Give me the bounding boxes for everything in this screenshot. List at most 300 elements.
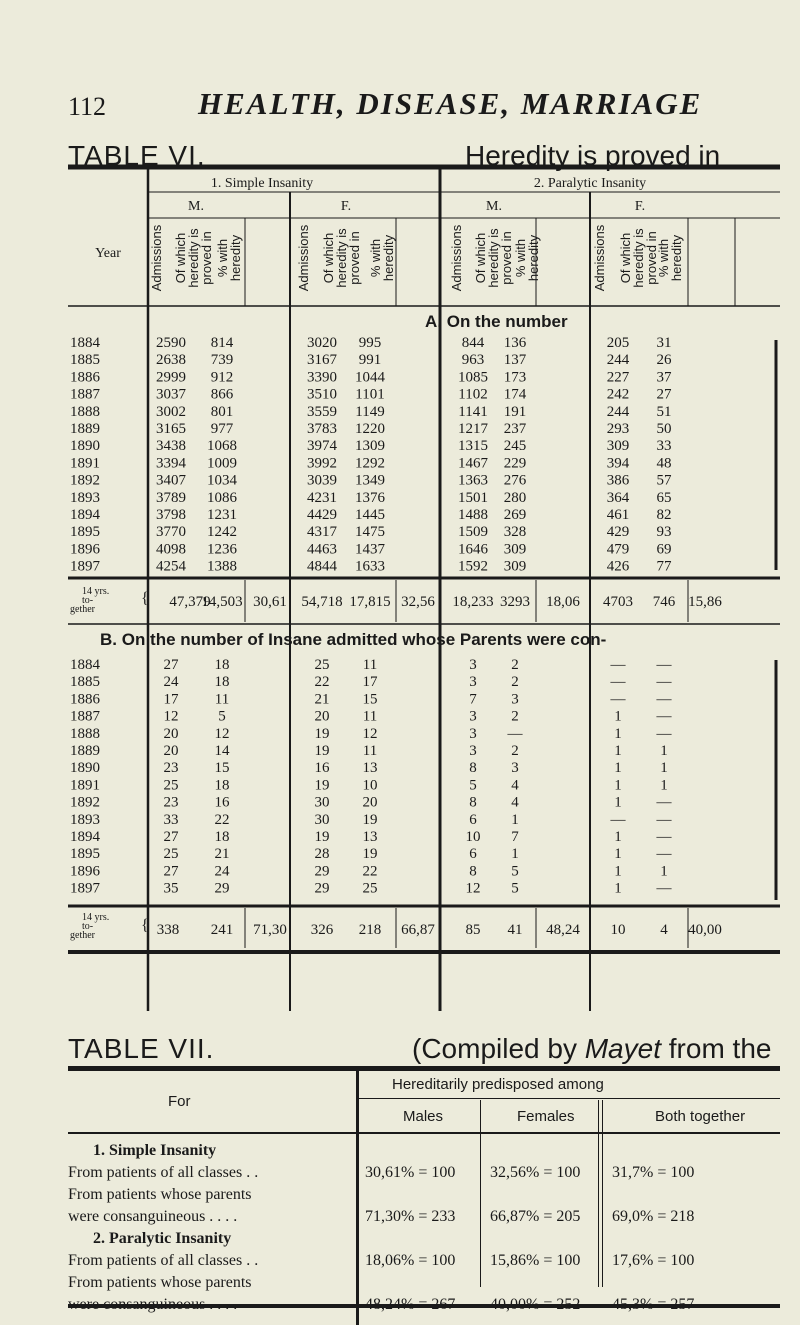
data-cell: — (656, 725, 672, 742)
data-cell: 1501 (458, 489, 488, 506)
group-header-simple: 1. Simple Insanity (210, 176, 314, 191)
data-cell: 1217 (458, 421, 488, 437)
data-cell: 22 (362, 863, 378, 880)
data-cell: — (656, 829, 672, 845)
data-cell: 173 (503, 369, 527, 386)
data-cell: 3407 (156, 472, 186, 489)
males-value: 71,30% = 233 (365, 1208, 456, 1225)
year-header: Year (95, 246, 121, 261)
data-cell: 1 (660, 743, 668, 759)
data-cell: 27 (163, 657, 179, 673)
caption-author: Mayet (584, 1033, 661, 1064)
data-cell: 27 (163, 863, 179, 880)
data-cell: 1 (614, 846, 622, 863)
data-cell: 11 (362, 708, 378, 725)
data-cell: 1349 (355, 472, 385, 489)
data-cell: 3390 (307, 369, 337, 386)
data-cell: 136 (503, 335, 527, 351)
data-cell: 912 (210, 369, 234, 386)
data-cell: 10 (362, 777, 378, 794)
data-cell: 963 (461, 352, 485, 369)
data-cell: 30 (314, 811, 330, 828)
data-cell: 11 (214, 691, 230, 708)
data-cell: 17 (362, 674, 378, 691)
data-cell: 739 (210, 352, 234, 369)
data-cell: — (656, 880, 672, 897)
percent-header: % with (368, 238, 383, 278)
row-label: From patients whose parents (68, 1186, 252, 1203)
data-cell: 20 (362, 794, 378, 811)
data-cell: 65 (656, 489, 672, 506)
total-cell: 47,379 (169, 594, 211, 610)
data-cell: 20 (314, 708, 330, 725)
total-cell: 241 (210, 922, 234, 938)
section-a-title: A. On the number (425, 312, 568, 331)
data-cell: 3002 (156, 403, 186, 420)
bottom-rule (68, 1304, 780, 1308)
table6-caption: Heredity is proved in (465, 140, 721, 171)
data-cell: 309 (503, 558, 527, 575)
data-cell: 12 (163, 708, 179, 725)
data-cell: — (656, 708, 672, 725)
data-cell: 245 (503, 438, 527, 455)
data-cell: 2590 (156, 335, 186, 351)
females-value: 66,87% = 205 (490, 1208, 581, 1225)
total-cell: 338 (156, 922, 180, 938)
data-cell: 1236 (207, 541, 237, 558)
data-cell: — (656, 846, 672, 863)
heredity-header: Of which (173, 232, 188, 284)
data-cell: — (610, 691, 626, 708)
data-cell: 25 (163, 846, 179, 863)
data-cell: 429 (606, 524, 630, 541)
year-cell: 1896 (70, 863, 100, 880)
data-cell: 1592 (458, 558, 488, 575)
caption-prefix: (Compiled by (412, 1033, 585, 1064)
data-cell: 25 (314, 657, 330, 673)
data-cell: 229 (503, 455, 527, 472)
year-cell: 1893 (70, 811, 100, 828)
total-cell: 4703 (603, 594, 633, 610)
data-cell: 237 (503, 421, 527, 437)
data-cell: 20 (163, 743, 179, 759)
data-cell: 1488 (458, 507, 488, 523)
year-cell: 1892 (70, 472, 100, 489)
data-cell: 1475 (355, 524, 385, 541)
data-cell: 29 (214, 880, 230, 897)
data-cell: 19 (362, 846, 378, 863)
heredity-header: Of which (618, 232, 633, 284)
year-cell: 1897 (70, 880, 100, 897)
data-cell: 1376 (355, 489, 385, 506)
data-cell: 19 (314, 725, 330, 742)
admissions-header: Admissions (296, 224, 311, 292)
admissions-header: Admissions (592, 224, 607, 292)
data-cell: 3039 (307, 472, 337, 489)
data-cell: 1 (511, 846, 519, 863)
data-cell: 8 (469, 794, 477, 811)
group-header-paralytic: 2. Paralytic Insanity (533, 176, 647, 191)
vsep (602, 1100, 603, 1287)
row-label: From patients whose parents (68, 1274, 252, 1291)
data-cell: 3 (511, 760, 519, 777)
total-cell: 85 (465, 922, 481, 938)
year-cell: 1887 (70, 708, 100, 725)
data-cell: 426 (606, 558, 630, 575)
total-cell: 40,00 (688, 922, 722, 938)
year-cell: 1892 (70, 794, 100, 811)
data-cell: 1141 (458, 403, 488, 420)
total-cell: 66,87 (401, 922, 435, 938)
data-cell: 35 (163, 880, 179, 897)
data-cell: 23 (163, 760, 179, 777)
heredity-header: heredity is (334, 228, 349, 288)
data-cell: — (610, 657, 626, 673)
data-cell: 1 (614, 743, 622, 759)
data-cell: 82 (656, 507, 672, 523)
data-cell: 1363 (458, 472, 488, 489)
vsep (356, 1070, 359, 1325)
sex-header: F. (340, 199, 352, 214)
year-cell: 1889 (70, 743, 100, 759)
data-cell: 205 (606, 335, 630, 351)
data-cell: 1034 (207, 472, 237, 489)
table6-title: TABLE VI. (68, 140, 206, 171)
total-cell: 14,503 (201, 594, 243, 610)
data-cell: 13 (362, 760, 378, 777)
heredity-header: Of which (321, 232, 336, 284)
table7-title: TABLE VII. (68, 1033, 215, 1064)
data-cell: 19 (314, 743, 330, 759)
data-cell: 3992 (307, 455, 337, 472)
data-cell: — (507, 725, 523, 742)
data-cell: 3974 (307, 438, 337, 455)
percent-header: heredity (228, 234, 243, 282)
year-cell: 1894 (70, 829, 100, 845)
data-cell: 12 (214, 725, 230, 742)
data-cell: 1 (660, 760, 668, 777)
heredity-header: heredity is (186, 228, 201, 288)
data-cell: 15 (362, 691, 378, 708)
data-cell: 1086 (207, 489, 237, 506)
data-cell: 19 (314, 777, 330, 794)
data-cell: 1220 (355, 421, 385, 437)
year-cell: 1897 (70, 558, 100, 575)
data-cell: 27 (656, 386, 672, 403)
data-cell: 29 (314, 863, 330, 880)
data-cell: 33 (163, 811, 179, 828)
data-cell: 8 (469, 863, 477, 880)
data-cell: 1 (511, 811, 519, 828)
total-cell: 32,56 (401, 594, 435, 610)
data-cell: 4463 (307, 541, 337, 558)
data-cell: 2 (511, 674, 519, 691)
total-cell: 218 (358, 922, 382, 938)
data-cell: 1 (614, 725, 622, 742)
data-cell: 276 (503, 472, 527, 489)
data-cell: 11 (362, 657, 378, 673)
data-cell: 3 (511, 691, 519, 708)
year-cell: 1890 (70, 760, 100, 777)
total-cell: 746 (652, 594, 676, 610)
year-cell: 1886 (70, 691, 100, 708)
data-cell: 48 (656, 455, 672, 472)
data-cell: 995 (358, 335, 382, 351)
data-cell: 1044 (355, 369, 385, 386)
data-cell: 93 (656, 524, 672, 541)
data-cell: 3559 (307, 403, 337, 420)
heredity-header: heredity is (486, 228, 501, 288)
data-cell: 1437 (355, 541, 385, 558)
data-cell: 3165 (156, 421, 186, 437)
data-cell: 28 (314, 846, 330, 863)
total-cell: 17,815 (349, 594, 391, 610)
data-cell: 309 (503, 541, 527, 558)
heredity-header: Of which (473, 232, 488, 284)
year-cell: 1896 (70, 541, 100, 558)
data-cell: 3798 (156, 507, 186, 523)
total-cell: 326 (310, 922, 334, 938)
total-cell: 3293 (500, 594, 530, 610)
data-cell: 5 (218, 708, 226, 725)
year-cell: 1884 (70, 657, 100, 673)
data-cell: 991 (358, 352, 382, 369)
data-cell: 4254 (156, 558, 186, 575)
data-cell: 1149 (355, 403, 385, 420)
section-heading: 1. Simple Insanity (93, 1142, 217, 1159)
both-header: Both together (655, 1108, 746, 1125)
vsep (598, 1100, 599, 1287)
data-cell: 19 (362, 811, 378, 828)
data-cell: 137 (503, 352, 527, 369)
data-cell: 1 (614, 760, 622, 777)
data-cell: 1 (614, 880, 622, 897)
year-cell: 1891 (70, 455, 100, 472)
data-cell: 1646 (458, 541, 488, 558)
sex-header: F. (634, 199, 646, 214)
data-cell: 27 (163, 829, 179, 845)
total-label: to- (82, 595, 94, 606)
data-cell: 5 (511, 863, 519, 880)
sex-header: M. (486, 199, 502, 214)
data-cell: 33 (656, 438, 672, 455)
data-cell: 7 (511, 829, 519, 845)
males-value: 30,61% = 100 (365, 1164, 456, 1181)
data-cell: 10 (465, 829, 481, 845)
header-rule (68, 1132, 780, 1134)
year-cell: 1890 (70, 438, 100, 455)
data-cell: 3 (469, 674, 477, 691)
data-cell: 1242 (207, 524, 237, 541)
data-cell: 3438 (156, 438, 186, 455)
data-cell: 1009 (207, 455, 237, 472)
data-cell: 1445 (355, 507, 385, 523)
data-cell: 2 (511, 708, 519, 725)
percent-header: heredity (526, 234, 541, 282)
year-cell: 1884 (70, 335, 100, 351)
data-cell: 11 (362, 743, 378, 759)
total-cell: 41 (507, 922, 523, 938)
data-cell: — (656, 674, 672, 691)
data-cell: 5 (511, 880, 519, 897)
total-label: to- (82, 921, 94, 932)
section-heading: 2. Paralytic Insanity (93, 1230, 232, 1247)
data-cell: 23 (163, 794, 179, 811)
data-cell: 269 (503, 507, 527, 523)
percent-header: heredity (669, 234, 684, 282)
data-cell: 77 (656, 558, 672, 575)
data-cell: 461 (606, 507, 630, 523)
data-cell: 1388 (207, 558, 237, 575)
data-cell: — (656, 794, 672, 811)
both-value: 31,7% = 100 (612, 1164, 695, 1181)
running-head: HEALTH, DISEASE, MARRIAGE (198, 86, 703, 121)
data-cell: 4231 (307, 489, 337, 506)
data-cell: 386 (606, 472, 630, 489)
brace: { (141, 917, 149, 934)
group-header: Hereditarily predisposed among (392, 1076, 604, 1093)
year-cell: 1894 (70, 507, 100, 523)
data-cell: — (656, 691, 672, 708)
data-cell: 242 (606, 386, 630, 403)
data-cell: 3167 (307, 352, 337, 369)
data-cell: 3789 (156, 489, 186, 506)
data-cell: 2 (511, 743, 519, 759)
total-cell: 4 (660, 922, 668, 938)
data-cell: 18 (214, 674, 230, 691)
data-cell: 18 (214, 657, 230, 673)
heredity-header: heredity is (631, 228, 646, 288)
data-cell: 1085 (458, 369, 488, 386)
year-cell: 1887 (70, 386, 100, 403)
top-rule (68, 1066, 780, 1071)
data-cell: 2 (511, 657, 519, 673)
data-cell: 6 (469, 811, 477, 828)
data-cell: 977 (210, 421, 234, 437)
data-cell: 22 (214, 811, 230, 828)
admissions-header: Admissions (449, 224, 464, 292)
data-cell: 12 (362, 725, 378, 742)
total-cell: 15,86 (688, 594, 722, 610)
data-cell: 1 (614, 863, 622, 880)
females-value: 15,86% = 100 (490, 1252, 581, 1269)
page-number: 112 (68, 92, 107, 121)
data-cell: 13 (362, 829, 378, 845)
for-header: For (168, 1093, 191, 1110)
data-cell: 3783 (307, 421, 337, 437)
total-cell: 71,30 (253, 922, 287, 938)
percent-header: % with (215, 238, 230, 278)
total-cell: 18,06 (546, 594, 580, 610)
data-cell: — (610, 674, 626, 691)
data-cell: 1 (614, 829, 622, 845)
row-label: From patients of all classes . . (68, 1252, 259, 1269)
data-cell: 29 (314, 880, 330, 897)
data-cell: 2999 (156, 369, 186, 386)
heredity-header: proved in (644, 231, 659, 285)
data-cell: 15 (214, 760, 230, 777)
data-cell: 1101 (355, 386, 385, 403)
data-cell: 25 (362, 880, 378, 897)
data-cell: 37 (656, 369, 672, 386)
data-cell: 3394 (156, 455, 186, 472)
data-cell: 293 (606, 421, 630, 437)
data-cell: 1 (614, 794, 622, 811)
data-cell: 18 (214, 829, 230, 845)
heredity-header: proved in (499, 231, 514, 285)
data-cell: 16 (314, 760, 330, 777)
data-cell: 6 (469, 846, 477, 863)
data-cell: 801 (210, 403, 234, 420)
total-cell: 54,718 (301, 594, 343, 610)
total-label: 14 yrs. (82, 586, 110, 597)
data-cell: 18 (214, 777, 230, 794)
data-cell: 227 (606, 369, 630, 386)
data-cell: 4 (511, 794, 519, 811)
year-cell: 1888 (70, 403, 100, 420)
total-cell: 18,233 (452, 594, 494, 610)
heredity-header: proved in (199, 231, 214, 285)
data-cell: 20 (163, 725, 179, 742)
data-cell: 328 (503, 524, 527, 541)
data-cell: 3770 (156, 524, 186, 541)
vsep (480, 1100, 481, 1287)
data-cell: 394 (606, 455, 630, 472)
percent-header: % with (656, 238, 671, 278)
data-cell: 3 (469, 708, 477, 725)
table7-caption (412, 1033, 771, 1065)
year-cell: 1885 (70, 674, 100, 691)
data-cell: 3 (469, 743, 477, 759)
data-cell: 3 (469, 725, 477, 742)
data-cell: 844 (461, 335, 485, 351)
females-header: Females (517, 1108, 575, 1125)
both-value: 69,0% = 218 (612, 1208, 695, 1225)
data-cell: 4844 (307, 558, 337, 575)
row-label: From patients of all classes . . (68, 1164, 259, 1181)
year-cell: 1889 (70, 421, 100, 437)
data-cell: 8 (469, 760, 477, 777)
year-cell: 1891 (70, 777, 100, 794)
data-cell: 12 (465, 880, 481, 897)
data-cell: 30 (314, 794, 330, 811)
data-cell: 2638 (156, 352, 186, 369)
data-cell: 1467 (458, 455, 488, 472)
sex-header: M. (188, 199, 204, 214)
data-cell: 5 (469, 777, 477, 794)
data-cell: 51 (656, 403, 672, 420)
data-cell: 19 (314, 829, 330, 845)
data-cell: 174 (503, 386, 527, 403)
data-cell: 280 (503, 489, 527, 506)
data-cell: — (656, 657, 672, 673)
data-cell: 3020 (307, 335, 337, 351)
data-cell: 1 (614, 708, 622, 725)
data-cell: 1068 (207, 438, 237, 455)
data-cell: 1633 (355, 558, 385, 575)
data-cell: 24 (214, 863, 230, 880)
data-cell: 3510 (307, 386, 337, 403)
data-cell: 364 (606, 489, 630, 506)
data-cell: 3037 (156, 386, 186, 403)
data-cell: 1309 (355, 438, 385, 455)
data-cell: 1231 (207, 507, 237, 523)
heredity-header: proved in (347, 231, 362, 285)
data-cell: — (656, 811, 672, 828)
data-cell: 1509 (458, 524, 488, 541)
data-cell: 1 (660, 777, 668, 794)
both-value: 17,6% = 100 (612, 1252, 695, 1269)
